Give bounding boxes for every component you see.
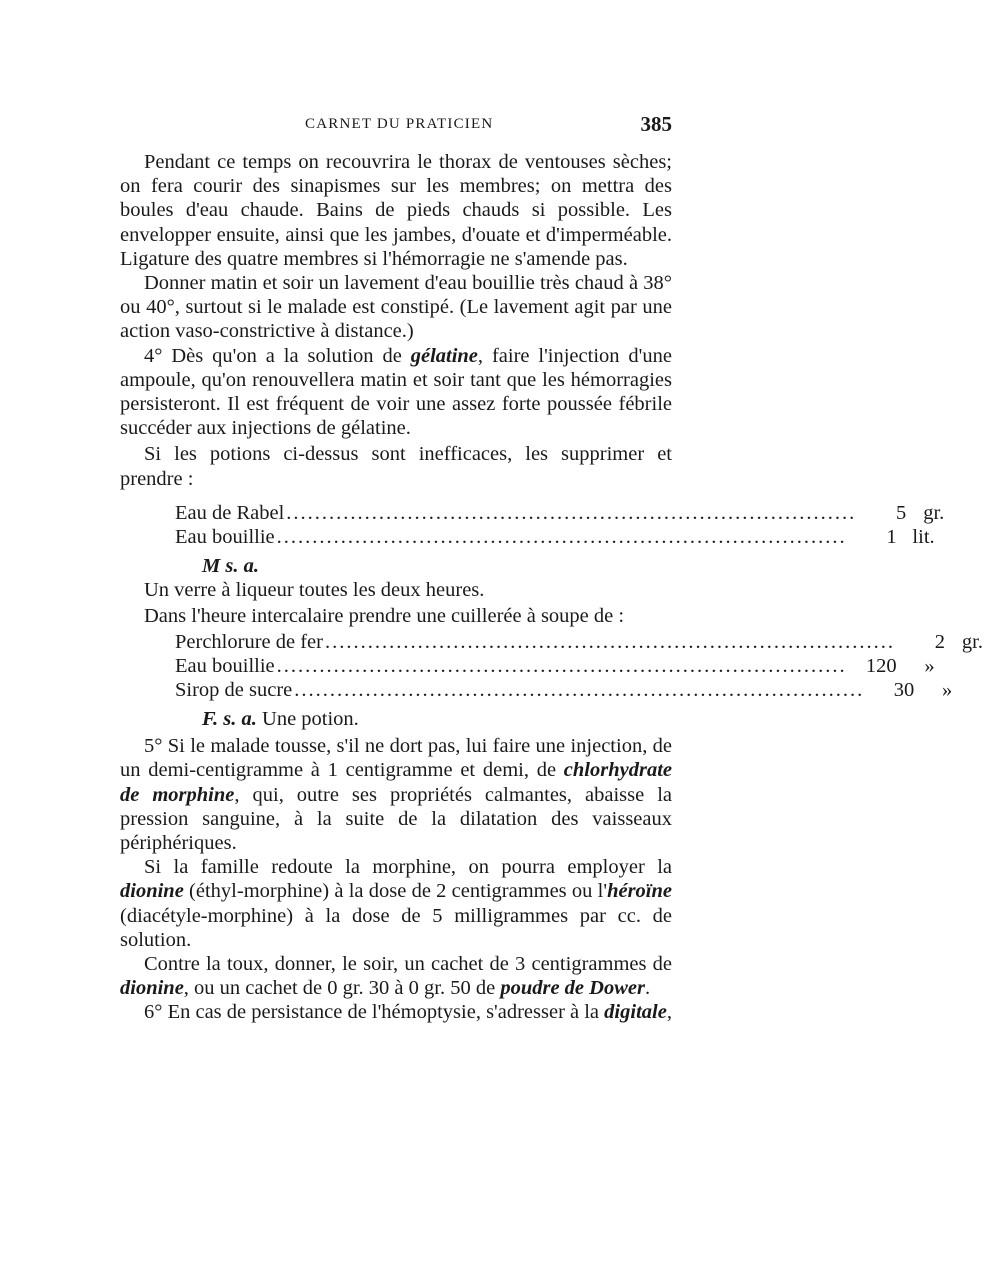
paragraph-text: (diacétyle-morphine) à la dose de 5 milligrammes par cc. de solution.: [120, 904, 672, 951]
prescription-row: [175, 501, 945, 525]
paragraph-text: , qui, outre ses propriétés calmantes, abaisse la pression sanguine, à la suite de la dilatation des vaisseaux périphériques.: [120, 783, 673, 855]
paragraph-dosage: Un verre à liqueur toutes les deux heures.: [144, 578, 485, 601]
dot-leader: ................................................................................: [294, 679, 865, 702]
emphasis-dionine: dionine: [120, 880, 184, 903]
prescription-perchlorure: [175, 630, 983, 702]
ingredient-amount: 1: [886, 525, 897, 548]
dot-leader: ................................................................................: [276, 655, 847, 678]
ingredient-name: Perchlorure de fer: [175, 631, 323, 654]
formula-label: F. s. a.: [202, 708, 257, 731]
paragraph-text: 4° Dès qu'on a la solution de: [144, 344, 411, 367]
ingredient-unit: gr.: [923, 501, 945, 524]
paragraph-enema: Donner matin et soir un lavement d'eau bouillie très chaud à 38° ou 40°, surtout si le malade est constipé. (Le lavement agit par une action vaso-constrictive à distance.): [120, 272, 672, 343]
emphasis-chlorhydrate-morphine: chlorhydrate de morphine: [120, 759, 672, 806]
paragraph-potions-ineffective: Si les potions ci-dessus sont inefficaces, les supprimer et prendre :: [120, 443, 672, 490]
paragraph-text: 6° En cas de persistance de l'hémoptysie, s'adresser à la: [144, 1001, 605, 1024]
paragraph-intermediate-hour: Dans l'heure intercalaire prendre une cuillerée à soupe de :: [144, 605, 625, 628]
paragraph-text: Contre la toux, donner, le soir, un cachet de 3 centigrammes de: [144, 953, 672, 976]
ingredient-unit: »: [942, 679, 953, 702]
paragraph-gelatin-injection: [120, 344, 672, 441]
paragraph-text: 5° Si le malade tousse, s'il ne dort pas, lui faire une injection, de un demi-centigramme à 1 centigramme et demi, de: [120, 735, 672, 782]
paragraph-digitale: [120, 1000, 672, 1024]
ingredient-unit: »: [924, 655, 935, 678]
running-title: CARNET DU PRATICIEN: [305, 116, 494, 132]
paragraph-text: (éthyl-morphine) à la dose de 2 centigrammes ou l': [183, 880, 608, 903]
emphasis-gelatine: gélatine: [410, 344, 478, 367]
ingredient-name: Eau bouillie: [175, 655, 275, 678]
paragraph-morphine-injection: [120, 734, 672, 855]
page-body: [120, 150, 983, 1025]
dot-leader: ................................................................................: [324, 631, 895, 654]
prescription-row: [175, 630, 983, 654]
prescription-row: [175, 654, 935, 678]
ingredient-name: Eau bouillie: [175, 525, 275, 548]
prescription-row: [175, 678, 953, 702]
pharmaceutical-formula: [202, 707, 672, 732]
ingredient-amount: 120: [865, 655, 897, 678]
emphasis-digitale: digitale: [604, 1001, 667, 1024]
ingredient-name: Eau de Rabel: [175, 501, 285, 524]
pharmaceutical-formula: M s. a.: [202, 554, 259, 577]
emphasis-dionine: dionine: [120, 977, 184, 1000]
paragraph-text: ,: [666, 1001, 672, 1024]
dot-leader: ................................................................................: [276, 525, 847, 548]
ingredient-name: Sirop de sucre: [175, 679, 293, 702]
formula-text: Une potion.: [262, 708, 359, 731]
ingredient-amount: 30: [893, 679, 915, 702]
paragraph-text: , ou un cachet de 0 gr. 30 à 0 gr. 50 de: [183, 977, 501, 1000]
paragraph-text: .: [644, 977, 651, 1000]
paragraph-thorax-treatment: Pendant ce temps on recouvrira le thorax de ventouses sèches; on fera courir des sinapismes sur les membres; on mettra des boules d'eau chaude. Bains de pieds chauds si possible. Les envelopper ensuite, ainsi que les jambes, d'ouate et d'imperméable. Ligature des quatre membres si l'hémorragie ne s'amende pas.: [120, 151, 672, 270]
prescription-eau-de-rabel: [175, 501, 945, 549]
dot-leader: ................................................................................: [286, 501, 857, 524]
paragraph-cough-treatment: [120, 952, 672, 1000]
ingredient-amount: 5: [896, 501, 907, 524]
page-header: [120, 112, 672, 142]
emphasis-poudre-de-dower: poudre de Dower: [500, 977, 645, 1000]
page-number: 385: [640, 112, 672, 136]
prescription-row: [175, 525, 935, 549]
paragraph-text: , faire l'injection d'une ampoule, qu'on renouvellera matin et soir tant que les hémorragies persisteront. Il est fréquent de voir une assez forte poussée fébrile succéder aux injections de gélatine.: [120, 344, 672, 440]
emphasis-heroine: héroïne: [607, 880, 672, 903]
ingredient-unit: lit.: [912, 525, 935, 548]
ingredient-amount: 2: [934, 631, 945, 654]
paragraph-dionine-heroine: [120, 855, 672, 952]
paragraph-text: Si la famille redoute la morphine, on pourra employer la: [144, 856, 672, 879]
ingredient-unit: gr.: [961, 631, 983, 654]
